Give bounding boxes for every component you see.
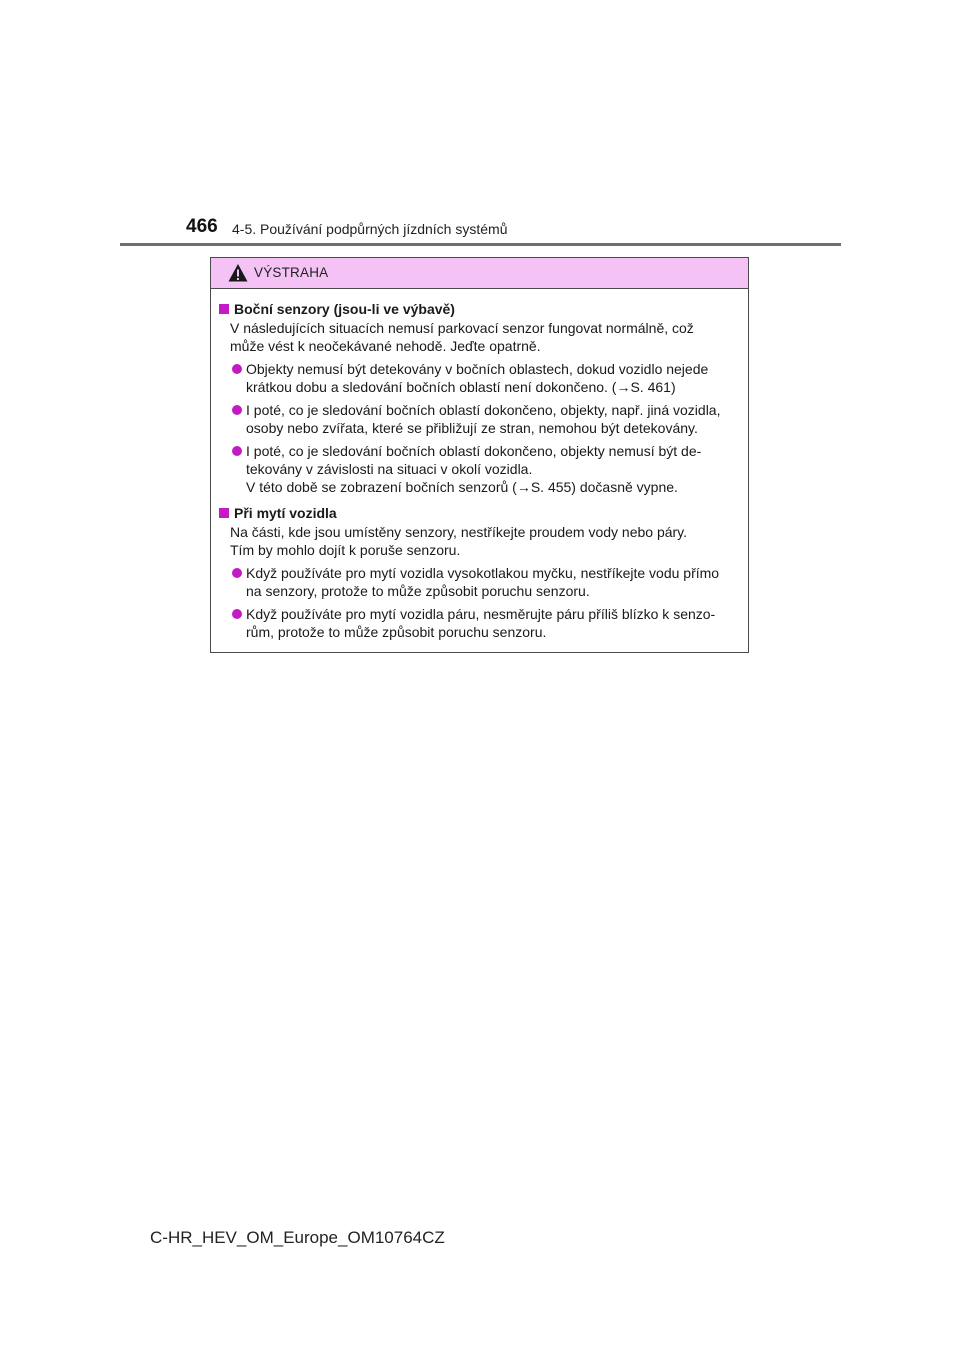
bullet-line: I poté, co je sledování bočních oblastí dokončeno, objekty, např. jiná vozidla, — [246, 402, 721, 418]
round-bullet-icon — [232, 364, 242, 374]
bullet-line: V této době se zobrazení bočních senzorů (→S. 455) dočasně vypne. — [246, 479, 678, 495]
header-divider — [120, 243, 841, 246]
bullet-line: osoby nebo zvířata, které se přibližují ze stran, nemohou být detekovány. — [246, 420, 698, 436]
section-intro — [230, 523, 741, 559]
round-bullet-icon — [232, 609, 242, 619]
intro-line: V následujících situacích nemusí parkovací senzor fungovat normálně, což — [230, 320, 694, 336]
bullet-line: Když používáte pro mytí vozidla vysokotlakou myčku, nestříkejte vodu přímo — [246, 565, 720, 581]
warning-body — [211, 289, 748, 641]
bullet-line: na senzory, protože to může způsobit poruchu senzoru. — [246, 583, 590, 599]
square-bullet-icon — [219, 304, 229, 314]
bullet-line: krátkou dobu a sledování bočních oblastí není dokončeno. (→S. 461) — [246, 379, 676, 395]
section-heading-text: Boční senzory (jsou-li ve výbavě) — [234, 301, 455, 317]
bullet-line: Objekty nemusí být detekovány v bočních oblastech, dokud vozidlo nejede — [246, 361, 709, 377]
section-heading — [219, 300, 741, 318]
intro-line: Tím by mohlo dojít k poruše senzoru. — [230, 542, 461, 558]
section-heading-text: Při mytí vozidla — [234, 505, 337, 521]
round-bullet-icon — [232, 405, 242, 415]
warning-triangle-icon — [228, 263, 248, 283]
round-bullet-icon — [232, 446, 242, 456]
section-heading — [219, 504, 741, 522]
section-intro — [230, 319, 741, 355]
square-bullet-icon — [219, 508, 229, 518]
page-header — [0, 0, 960, 250]
list-item — [232, 401, 741, 437]
warning-box — [210, 257, 749, 653]
bullet-line: I poté, co je sledování bočních oblastí dokončeno, objekty nemusí být de- — [246, 443, 702, 459]
warning-header — [211, 258, 748, 289]
section-title: 4-5. Používání podpůrných jízdních systémů — [232, 221, 508, 237]
list-item — [232, 442, 741, 496]
list-item — [232, 360, 741, 396]
bullet-line: tekovány v závislosti na situaci v okolí vozidla. — [246, 461, 533, 477]
round-bullet-icon — [232, 568, 242, 578]
document-code: C-HR_HEV_OM_Europe_OM10764CZ — [150, 1228, 445, 1247]
bullet-line: Když používáte pro mytí vozidla páru, nesměrujte páru příliš blízko k senzo- — [246, 606, 716, 622]
list-item — [232, 564, 741, 600]
list-item — [232, 605, 741, 641]
intro-line: může vést k neočekávané nehodě. Jeďte opatrně. — [230, 338, 541, 354]
intro-line: Na části, kde jsou umístěny senzory, nestříkejte proudem vody nebo páry. — [230, 524, 688, 540]
warning-label: VÝSTRAHA — [254, 265, 329, 280]
page-number: 466 — [186, 216, 218, 237]
bullet-line: rům, protože to může způsobit poruchu senzoru. — [246, 624, 547, 640]
